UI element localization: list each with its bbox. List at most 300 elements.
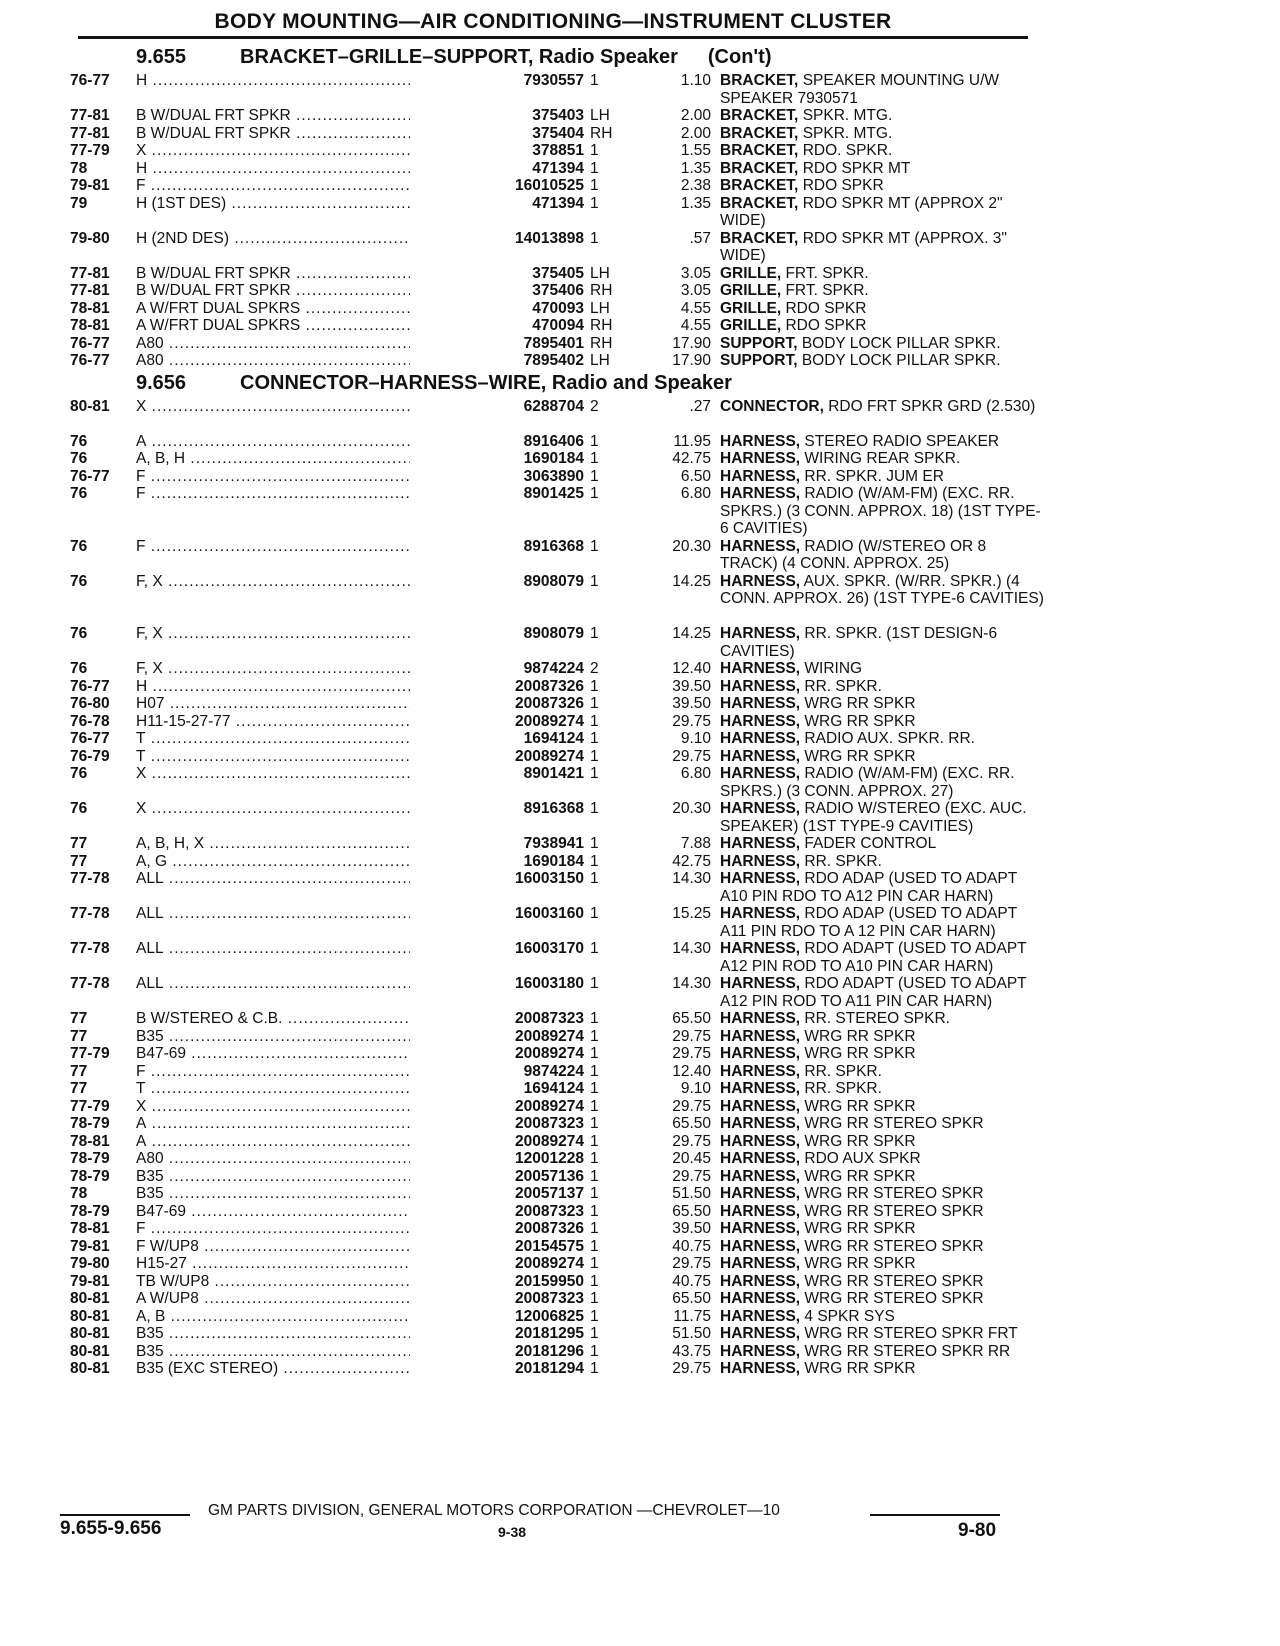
description-cell [720,107,1045,125]
part-name: HARNESS, [720,1132,801,1150]
part-name: SUPPORT, [720,334,798,352]
year-cell: 77-78 [70,975,110,992]
price-cell: 17.90 [672,352,711,369]
model-cell: X ..... [136,765,476,783]
part-number-cell: 8901425 [410,485,584,503]
price-cell: 15.25 [672,905,711,922]
part-name: HARNESS, [720,1307,801,1325]
parts-row [70,282,1030,300]
part-number-cell: 20159950 [410,1273,584,1291]
model-cell: B W/DUAL FRT SPKR ..... [136,282,476,300]
part-description: WRG RR SPKR [804,1027,916,1045]
part-name: HARNESS, [720,905,801,922]
parts-row [70,265,1030,283]
section-number: 9.656 [136,371,187,394]
quantity-cell: 1 [590,747,599,765]
part-number-cell: 20154575 [410,1238,584,1256]
quantity-cell: RH [590,334,613,352]
part-name: BRACKET, [720,124,799,142]
parts-row [70,1360,1030,1378]
model-cell: ALL ..... [136,975,476,993]
description-cell [720,730,1045,748]
description-cell [720,300,1045,318]
parts-row [70,468,1030,486]
part-number-cell: 8908079 [410,573,584,591]
part-number-cell: 470093 [410,300,584,318]
model-cell: B35 ..... [136,1028,476,1046]
quantity-cell: 1 [590,940,599,957]
part-number-cell: 375403 [410,107,584,125]
year-cell: 78-79 [70,1150,110,1167]
parts-row [70,485,1041,538]
year-cell: 80-81 [70,1342,110,1360]
part-description: WRG RR SPKR [804,1167,916,1185]
part-name: HARNESS, [720,1080,801,1097]
year-cell: 80-81 [70,1325,110,1342]
quantity-cell: 1 [590,712,599,730]
quantity-cell: 1 [590,1185,599,1202]
part-name: HARNESS, [720,485,801,502]
year-cell: 76 [70,572,88,590]
price-cell: 42.75 [672,450,711,467]
part-name: CONNECTOR, [720,397,824,415]
model-cell: X ..... [136,1098,476,1116]
part-name: HARNESS, [720,1010,801,1027]
parts-row [70,905,1030,940]
year-cell: 79-81 [70,177,110,194]
year-cell: 77-78 [70,905,110,922]
parts-row [70,1010,1030,1028]
quantity-cell: 1 [590,870,599,887]
year-cell: 76-77 [70,334,110,352]
price-cell: 20.45 [672,1150,711,1167]
part-description: BODY LOCK PILLAR SPKR. [801,334,1001,352]
quantity-cell: RH [590,317,613,334]
part-description: RDO AUX SPKR [804,1150,921,1167]
part-number-cell: 20087323 [410,1290,584,1308]
part-description: WRG RR SPKR [804,695,916,712]
part-name: HARNESS, [720,835,801,852]
price-cell: 29.75 [672,1045,711,1062]
description-cell [720,678,1045,696]
part-name: HARNESS, [720,1342,801,1360]
year-cell: 76-77 [70,72,110,89]
quantity-cell: 1 [590,1342,599,1360]
part-name: HARNESS, [720,800,801,817]
part-description: RR. SPKR. [804,852,882,870]
part-name: HARNESS, [720,1202,801,1220]
part-number-cell: 1694124 [410,730,584,748]
part-number-cell: 12006825 [410,1308,584,1326]
quantity-cell: 1 [590,852,599,870]
year-cell: 76 [70,450,88,467]
parts-row [70,730,1030,748]
year-cell: 76-80 [70,695,110,712]
part-number-cell: 7895402 [410,352,584,370]
quantity-cell: 1 [590,1220,599,1237]
parts-row [70,748,1030,766]
model-cell: H ..... [136,678,476,696]
price-cell: 65.50 [672,1010,711,1027]
parts-row [70,1115,1030,1133]
quantity-cell: 1 [590,432,599,450]
part-description: RADIO (W/STEREO OR 8 TRACK) (4 CONN. APPROX. 25) [720,537,987,572]
parts-row [70,1063,1030,1081]
footer-date-code: 9-80 [958,1520,997,1541]
quantity-cell: 1 [590,765,599,782]
price-cell: 14.25 [672,625,711,642]
description-cell [720,468,1045,486]
quantity-cell: 1 [590,485,599,502]
description-cell [720,1238,1045,1256]
part-number-cell: 20057136 [410,1168,584,1186]
parts-row [70,433,1030,451]
section-name [240,46,772,69]
price-cell: 29.75 [672,1027,711,1045]
description-cell [720,177,1045,195]
quantity-cell: 1 [590,1115,599,1132]
part-name: HARNESS, [720,1097,801,1115]
parts-row [70,1150,1030,1168]
part-description: RADIO AUX. SPKR. RR. [804,730,975,747]
parts-row [70,1098,1030,1116]
quantity-cell: 2 [590,660,599,677]
part-number-cell: 7930557 [410,72,584,90]
model-cell: H11-15-27-77 ..... [136,713,476,731]
parts-row [70,142,1030,160]
description-cell [720,835,1045,853]
quantity-cell: 1 [590,1010,599,1027]
footer-rule-left [60,1514,190,1516]
price-cell: 65.50 [672,1115,711,1132]
part-description: RR. SPKR. [804,677,882,695]
part-description: FRT. SPKR. [785,282,869,299]
part-number-cell: 1690184 [410,853,584,871]
model-cell: H07 ..... [136,695,476,713]
section-cont-label: (Con't) [707,46,772,68]
part-number-cell: 20087326 [410,678,584,696]
description-cell [720,538,1045,573]
model-cell: A80 ..... [136,335,476,353]
part-number-cell: 20057137 [410,1185,584,1203]
year-cell: 80-81 [70,1290,110,1307]
model-cell: A80 ..... [136,1150,476,1168]
quantity-cell: RH [590,282,613,299]
quantity-cell: 1 [590,905,599,922]
year-cell: 76 [70,660,88,677]
part-number-cell: 1694124 [410,1080,584,1098]
model-cell: B47-69 ..... [136,1203,476,1221]
year-cell: 76 [70,765,88,782]
description-cell [720,317,1045,335]
parts-catalog-list [70,44,1044,1378]
model-cell: A, B, H ..... [136,450,476,468]
quantity-cell: 1 [590,1027,599,1045]
year-cell: 80-81 [70,397,110,415]
quantity-cell: 1 [590,1360,599,1377]
description-cell [720,1133,1045,1151]
price-cell: 14.30 [672,940,711,957]
price-cell: 2.00 [680,124,711,142]
part-description: WIRING REAR SPKR. [804,450,961,467]
part-description: WRG RR SPKR [804,747,916,765]
description-cell [720,265,1045,283]
description-cell [720,433,1045,451]
part-name: HARNESS, [720,537,801,555]
part-name: HARNESS, [720,1115,801,1132]
description-cell [720,1273,1045,1291]
part-description: RR. SPKR. (1ST DESIGN-6 CAVITIES) [720,625,998,660]
model-cell: B47-69 ..... [136,1045,476,1063]
part-name: BRACKET, [720,229,799,247]
part-name: HARNESS, [720,870,801,887]
year-cell: 79-80 [70,229,110,247]
part-number-cell: 20181294 [410,1360,584,1378]
part-number-cell: 375404 [410,125,584,143]
price-cell: 9.10 [680,730,711,747]
parts-row [70,1168,1030,1186]
year-cell: 78 [70,159,88,177]
part-number-cell: 16003180 [410,975,584,993]
description-cell [720,1010,1045,1028]
part-number-cell: 470094 [410,317,584,335]
part-name: HARNESS, [720,1062,801,1080]
parts-row [70,352,1030,370]
footer-corporation: GM PARTS DIVISION, GENERAL MOTORS CORPORATION —CHEVROLET—10 [208,1502,780,1519]
model-cell: B W/DUAL FRT SPKR ..... [136,125,476,143]
quantity-cell: 1 [590,229,599,247]
description-cell [720,160,1045,178]
description-cell [720,1080,1045,1098]
model-cell: F W/UP8 ..... [136,1238,476,1256]
part-description: RDO. SPKR. [802,142,893,159]
description-cell [720,1098,1045,1116]
part-description: AUX. SPKR. (W/RR. SPKR.) (4 CONN. APPROX. 26) (1ST TYPE-6 CAVITIES) [720,572,1044,607]
model-cell: A W/UP8 ..... [136,1290,476,1308]
part-number-cell: 8908079 [410,625,584,643]
model-cell: ALL ..... [136,870,476,888]
price-cell: 20.30 [672,537,711,555]
quantity-cell: RH [590,124,613,142]
description-cell [720,1290,1045,1308]
part-description: RR. SPKR. [804,1062,882,1080]
part-number-cell: 20087326 [410,1220,584,1238]
model-cell: T ..... [136,1080,476,1098]
part-name: HARNESS, [720,1360,801,1377]
model-cell: A80 ..... [136,352,476,370]
model-cell: F, X ..... [136,573,476,591]
parts-row [70,1220,1030,1238]
footer-section-range: 9.655-9.656 [60,1518,162,1539]
part-number-cell: 1690184 [410,450,584,468]
description-cell [720,870,1045,905]
parts-row [70,660,1030,678]
model-cell: T ..... [136,730,476,748]
description-cell [720,573,1045,608]
quantity-cell: 1 [590,1097,599,1115]
quantity-cell: 1 [590,695,599,712]
description-cell [720,1360,1045,1378]
year-cell: 77 [70,1010,88,1027]
description-cell [720,1220,1045,1238]
parts-row [70,1325,1030,1343]
model-cell: H ..... [136,72,476,90]
description-cell [720,975,1045,1010]
model-cell: H (2ND DES) ..... [136,230,476,248]
part-description: RDO SPKR MT [802,159,911,177]
quantity-cell: LH [590,264,610,282]
price-cell: 42.75 [672,852,711,870]
price-cell: 11.95 [673,432,711,450]
parts-row [70,800,1030,835]
quantity-cell: 1 [590,572,599,590]
quantity-cell: 1 [590,194,599,212]
model-cell: T ..... [136,748,476,766]
model-cell: B W/DUAL FRT SPKR ..... [136,107,476,125]
price-cell: 4.55 [680,299,711,317]
part-description: WIRING [804,660,863,677]
year-cell: 78-79 [70,1202,110,1220]
part-description: WRG RR STEREO SPKR [804,1290,984,1307]
parts-row [70,695,1030,713]
parts-row [70,450,1030,468]
description-cell [720,800,1045,835]
part-number-cell: 375406 [410,282,584,300]
parts-row [70,300,1030,318]
model-cell: H (1ST DES) ..... [136,195,476,213]
quantity-cell: 1 [590,1062,599,1080]
part-name: HARNESS, [720,1272,801,1290]
parts-row [70,1045,1030,1063]
model-cell: F ..... [136,177,476,195]
parts-row [70,317,1030,335]
parts-row [70,625,1030,660]
model-cell: B35 (EXC STEREO) ..... [136,1360,476,1378]
price-cell: 65.50 [672,1202,711,1220]
price-cell: 6.80 [680,485,711,502]
part-name: BRACKET, [720,177,799,194]
model-cell: A, B ..... [136,1308,476,1326]
year-cell: 76 [70,800,88,817]
part-description: WRG RR STEREO SPKR [804,1272,984,1290]
part-description: 4 SPKR SYS [804,1307,895,1325]
part-description: SPKR. MTG. [802,107,893,124]
part-description: WRG RR SPKR [804,1220,916,1237]
section-name-text: BRACKET–GRILLE–SUPPORT, Radio Speaker [240,46,678,68]
parts-row [70,538,1030,573]
year-cell: 76 [70,485,88,502]
parts-row [70,835,1030,853]
parts-row [70,678,1030,696]
year-cell: 77-78 [70,940,110,957]
part-description: BODY LOCK PILLAR SPKR. [801,352,1001,369]
part-number-cell: 20087323 [410,1203,584,1221]
parts-row [70,125,1030,143]
year-cell: 77-81 [70,264,110,282]
parts-row [70,397,1036,433]
model-cell: F, X ..... [136,660,476,678]
part-number-cell: 471394 [410,195,584,213]
part-number-cell: 20087323 [410,1115,584,1133]
year-cell: 76-77 [70,467,110,485]
quantity-cell: 1 [590,1290,599,1307]
parts-row [70,1203,1030,1221]
model-cell: B W/STEREO & C.B. ..... [136,1010,476,1028]
part-description: WRG RR STEREO SPKR FRT [804,1325,1018,1342]
section-name [240,372,762,395]
parts-row [70,1133,1030,1151]
price-cell: 39.50 [672,1220,711,1237]
section-name-text: CONNECTOR–HARNESS–WIRE, Radio and Speaker [240,371,732,394]
part-name: GRILLE, [720,282,782,299]
price-cell: .27 [689,397,711,415]
part-number-cell: 14013898 [410,230,584,248]
part-number-cell: 20089274 [410,1045,584,1063]
part-description: WRG RR SPKR [804,1360,916,1377]
quantity-cell: 1 [590,1167,599,1185]
part-number-cell: 20089274 [410,1028,584,1046]
part-name: HARNESS, [720,940,801,957]
quantity-cell: 1 [590,1202,599,1220]
quantity-cell: 1 [590,1150,599,1167]
parts-row [70,1255,1030,1273]
model-cell: B W/DUAL FRT SPKR ..... [136,265,476,283]
model-cell: ALL ..... [136,905,476,923]
price-cell: 1.55 [680,142,711,159]
year-cell: 77 [70,852,88,870]
price-cell: 6.50 [680,467,711,485]
parts-row [70,195,1030,230]
quantity-cell: 1 [590,1080,599,1097]
part-description: RDO SPKR [785,299,867,317]
part-name: HARNESS, [720,677,801,695]
quantity-cell: 1 [590,730,599,747]
year-cell: 76-77 [70,730,110,747]
quantity-cell: 1 [590,975,599,992]
part-name: BRACKET, [720,142,799,159]
price-cell: 14.30 [672,870,711,887]
model-cell: X ..... [136,800,476,818]
model-cell: F ..... [136,485,476,503]
quantity-cell: 1 [590,1255,599,1272]
model-cell: A ..... [136,1133,476,1151]
part-description: FRT. SPKR. [785,264,869,282]
description-cell [720,125,1045,143]
parts-row [70,160,1030,178]
description-cell [720,1168,1045,1186]
parts-row [70,230,1030,265]
part-description: WRG RR STEREO SPKR [804,1185,984,1202]
part-name: HARNESS, [720,432,801,450]
part-name: HARNESS, [720,712,801,730]
price-cell: 29.75 [672,1097,711,1115]
part-number-cell: 20089274 [410,1098,584,1116]
model-cell: TB W/UP8 ..... [136,1273,476,1291]
footer-page-number: 9-38 [498,1524,527,1540]
part-description: RDO SPKR [785,317,867,334]
parts-row [70,335,1030,353]
model-cell: A W/FRT DUAL SPKRS ..... [136,300,476,318]
parts-row [70,1273,1030,1291]
page-footer [60,1502,1030,1562]
price-cell: 39.50 [672,695,711,712]
part-name: HARNESS, [720,1220,801,1237]
part-name: HARNESS, [720,975,801,992]
model-cell: F ..... [136,538,476,556]
price-cell: 40.75 [672,1237,711,1255]
model-cell: H ..... [136,160,476,178]
section-title [70,372,1030,398]
